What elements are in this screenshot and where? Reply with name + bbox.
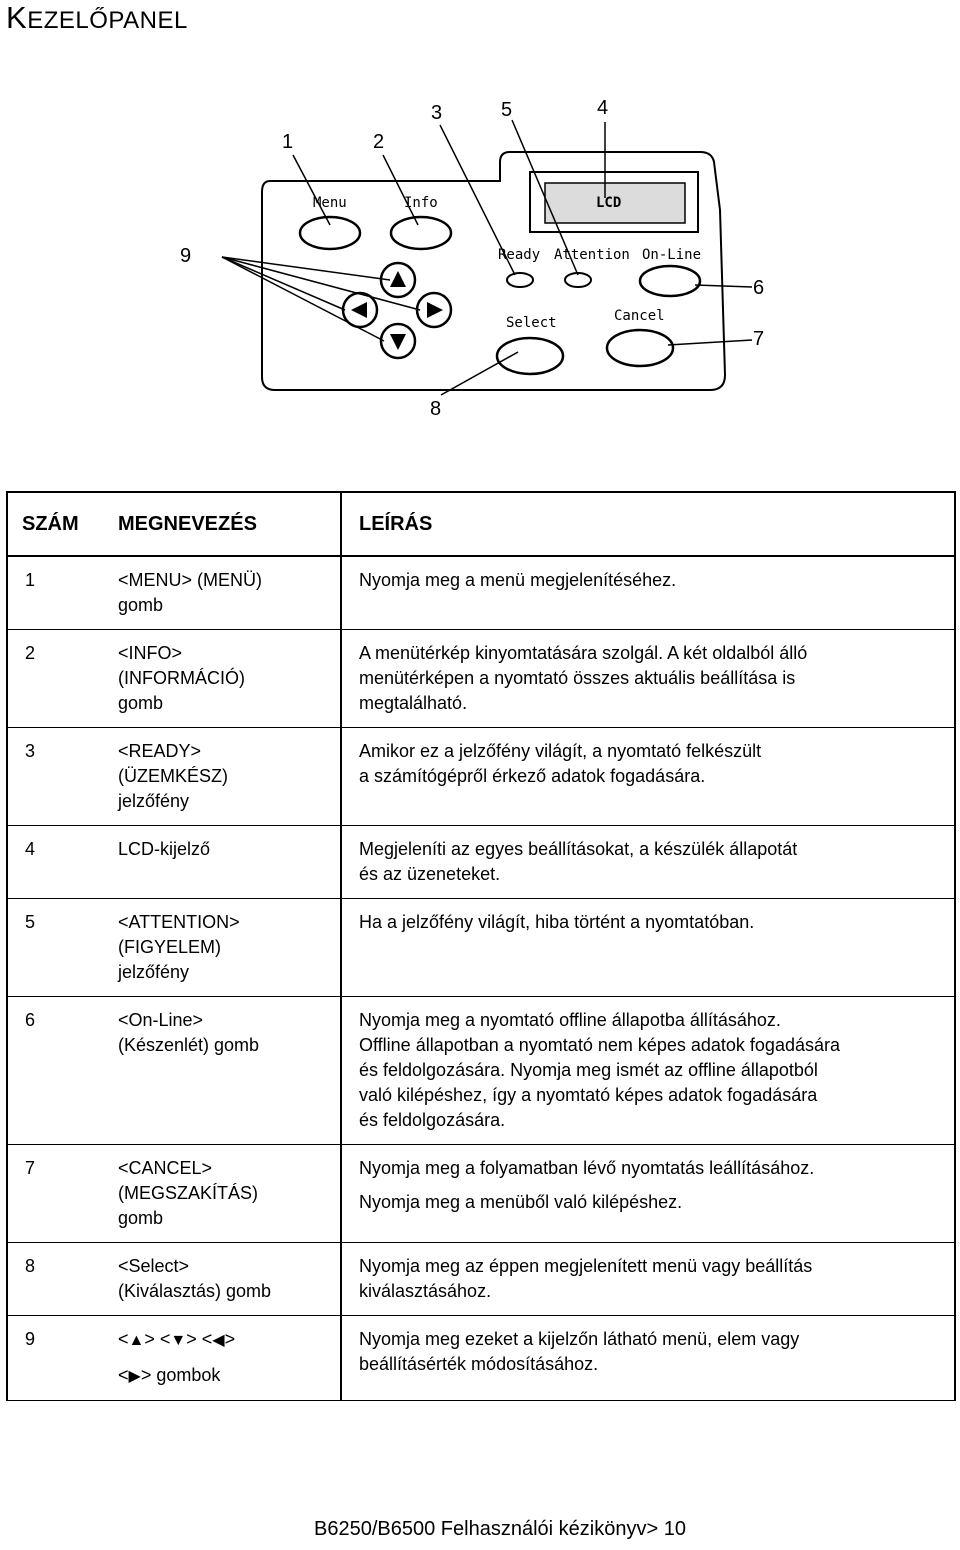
table-body (7, 556, 955, 1401)
row-description-line: Ha a jelzőfény világít, hiba történt a nyomtatóban. (359, 912, 755, 932)
row-name (118, 1145, 341, 1243)
row-name-part: > (224, 1329, 236, 1349)
row-description (341, 630, 955, 728)
row-number: 2 (7, 630, 118, 728)
row-description (341, 556, 955, 630)
row-description (341, 1316, 955, 1401)
row-description-line: és az üzeneteket. (359, 864, 501, 884)
online-button[interactable] (640, 266, 700, 296)
lcd-label: LCD (596, 195, 622, 211)
arrow-glyph-icon: ▼ (170, 1332, 187, 1349)
ready-label: Ready (498, 247, 541, 263)
arrow-buttons (343, 263, 451, 358)
row-description (341, 728, 955, 826)
row-name (118, 630, 341, 728)
right-arrow-button[interactable] (417, 293, 451, 327)
table-row (7, 1316, 955, 1401)
row-description-line: Offline állapotban a nyomtató nem képes adatok fogadására (359, 1035, 840, 1055)
row-name-line: <On-Line> (118, 1010, 204, 1030)
callout-3: 3 (431, 102, 443, 124)
row-name-line: gomb (118, 693, 164, 713)
row-name-line: gomb (118, 1208, 164, 1228)
callout-5: 5 (501, 99, 513, 121)
row-number: 7 (7, 1145, 118, 1243)
row-name-part: > < (186, 1329, 213, 1349)
arrow-glyph-icon: ▶ (128, 1368, 141, 1385)
info-label: Info (404, 195, 438, 211)
row-name-line: <INFO> (118, 643, 183, 663)
table-row (7, 728, 955, 826)
row-name-line: <READY> (118, 741, 202, 761)
row-name (118, 1316, 341, 1401)
row-description-line: Nyomja meg a menüből való kilépéshez. (359, 1192, 683, 1212)
row-name-line: <MENU> (MENÜ) (118, 570, 263, 590)
callout-2: 2 (373, 131, 385, 153)
row-description-line: Nyomja meg a nyomtató offline állapotba állításához. (359, 1010, 781, 1030)
row-name-line: (ÜZEMKÉSZ) (118, 766, 228, 786)
callout-1: 1 (282, 131, 294, 153)
row-name-part: > gombok (140, 1365, 221, 1385)
cancel-label: Cancel (614, 308, 665, 324)
row-name (118, 997, 341, 1145)
row-number: 8 (7, 1243, 118, 1316)
row-name-line: gomb (118, 595, 164, 615)
row-number: 5 (7, 899, 118, 997)
control-panel-diagram (0, 80, 960, 440)
row-description-line: kiválasztásához. (359, 1281, 492, 1301)
online-label: On-Line (642, 247, 702, 263)
row-description (341, 899, 955, 997)
row-name-line: (FIGYELEM) (118, 937, 222, 957)
row-name (118, 826, 341, 899)
row-name-line: jelzőfény (118, 962, 190, 982)
row-description-line: menütérképen a nyomtató összes aktuális beállítása is (359, 668, 796, 688)
header-name: MEGNEVEZÉS (118, 492, 341, 556)
page-title-initial: K (6, 0, 28, 35)
row-description (341, 1145, 955, 1243)
header-desc: LEÍRÁS (341, 492, 955, 556)
row-description-line: Nyomja meg az éppen megjelenített menü vagy beállítás (359, 1256, 813, 1276)
row-name-line: (INFORMÁCIÓ) (118, 668, 245, 688)
row-description-line: beállításérték módosításához. (359, 1354, 599, 1374)
ready-led (507, 273, 533, 287)
callout-4: 4 (597, 97, 609, 119)
row-description-line: való kilépéshez, így a nyomtató képes adatok fogadására (359, 1085, 818, 1105)
arrow-glyph-icon: ◀ (212, 1332, 225, 1349)
info-button[interactable] (391, 217, 451, 249)
header-num: SZÁM (7, 492, 118, 556)
row-description-line: Nyomja meg ezeket a kijelzőn látható menü, elem vagy (359, 1329, 800, 1349)
row-description-line: Nyomja meg a menü megjelenítéséhez. (359, 570, 677, 590)
row-description (341, 1243, 955, 1316)
row-name-line (118, 1363, 340, 1389)
row-name (118, 1243, 341, 1316)
row-name-line: <ATTENTION> (118, 912, 240, 932)
row-description-line: Nyomja meg a folyamatban lévő nyomtatás leállításához. (359, 1158, 815, 1178)
row-number: 9 (7, 1316, 118, 1401)
row-description-line: A menütérkép kinyomtatására szolgál. A két oldalból álló (359, 643, 808, 663)
attention-label: Attention (554, 247, 630, 263)
menu-label: Menu (313, 195, 347, 211)
row-name-part: < (118, 1365, 129, 1385)
row-number: 6 (7, 997, 118, 1145)
row-number: 3 (7, 728, 118, 826)
table-row (7, 1243, 955, 1316)
page-title-rest: EZELŐPANEL (27, 7, 188, 34)
select-button[interactable] (497, 338, 563, 374)
row-number: 4 (7, 826, 118, 899)
row-name-line: (Készenlét) gomb (118, 1035, 260, 1055)
row-description (341, 826, 955, 899)
row-name-line: LCD-kijelző (118, 839, 211, 859)
spacer (359, 1181, 944, 1190)
row-description-line: Megjeleníti az egyes beállításokat, a készülék állapotát (359, 839, 798, 859)
attention-led (565, 273, 591, 287)
cancel-button[interactable] (607, 330, 673, 366)
row-name-line: jelzőfény (118, 791, 190, 811)
row-name (118, 899, 341, 997)
row-name (118, 556, 341, 630)
page-footer: B6250/B6500 Felhasználói kézikönyv> 10 (314, 1518, 686, 1540)
table-row (7, 630, 955, 728)
row-name (118, 728, 341, 826)
table-row (7, 1145, 955, 1243)
row-name-line (118, 1327, 340, 1353)
row-name-part: < (118, 1329, 129, 1349)
callout-7: 7 (753, 328, 765, 350)
row-description (341, 997, 955, 1145)
callout-9: 9 (180, 245, 192, 267)
arrow-glyph-icon: ▲ (128, 1332, 145, 1349)
row-description-line: és feldolgozására. Nyomja meg ismét az offline állapotból (359, 1060, 818, 1080)
page-title (6, 0, 188, 36)
table-row (7, 556, 955, 630)
row-description-line: megtalálható. (359, 693, 468, 713)
table-row (7, 997, 955, 1145)
select-label: Select (506, 315, 557, 331)
row-description-line: a számítógépről érkező adatok fogadására. (359, 766, 706, 786)
row-description-line: és feldolgozására. (359, 1110, 506, 1130)
callout-8: 8 (430, 398, 442, 420)
table-header-row (7, 492, 955, 556)
row-number: 1 (7, 556, 118, 630)
callout-6: 6 (753, 277, 765, 299)
row-name-line: <Select> (118, 1256, 190, 1276)
row-name-line: (MEGSZAKÍTÁS) (118, 1183, 259, 1203)
control-panel-table (6, 491, 956, 1401)
menu-button[interactable] (300, 217, 360, 249)
row-name-part: > < (144, 1329, 171, 1349)
table-row (7, 826, 955, 899)
table-row (7, 899, 955, 997)
row-description-line: Amikor ez a jelzőfény világít, a nyomtató felkészült (359, 741, 762, 761)
row-name-line: (Kiválasztás) gomb (118, 1281, 272, 1301)
row-name-line: <CANCEL> (118, 1158, 213, 1178)
down-arrow-button[interactable] (381, 324, 415, 358)
